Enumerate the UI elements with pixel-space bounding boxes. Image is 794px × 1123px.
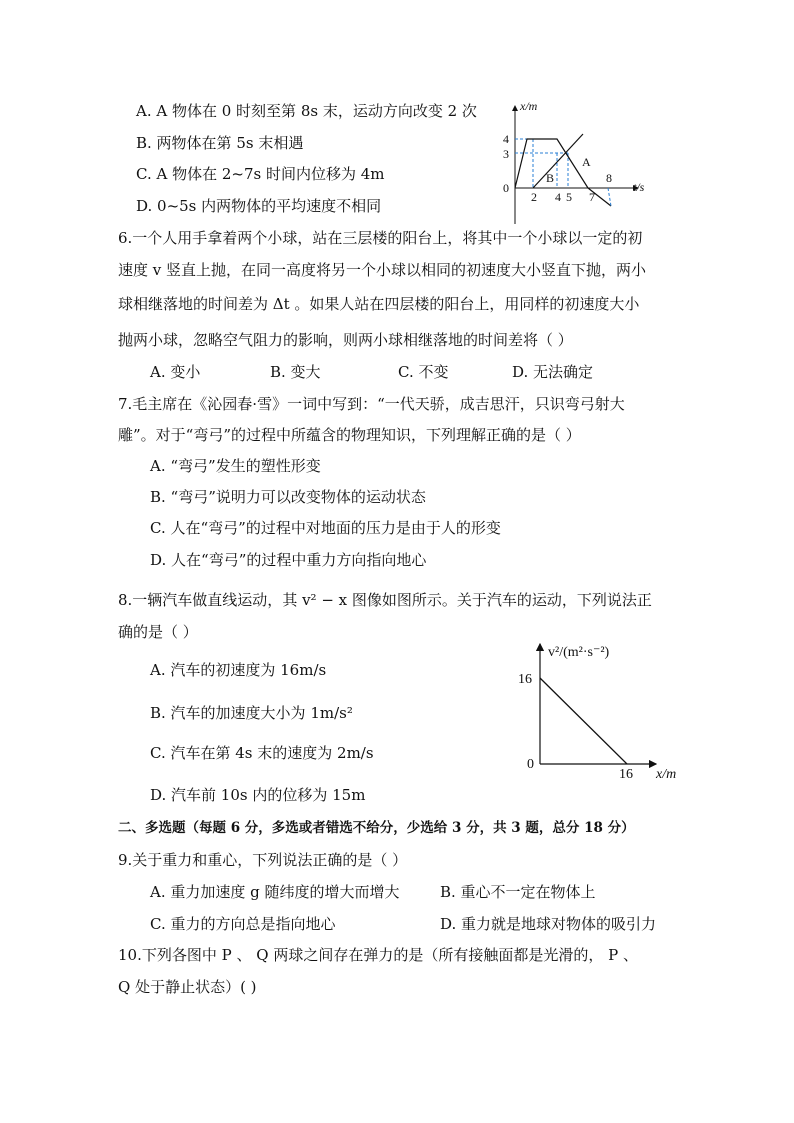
q6-stem-line-1: 6.一个人用手拿着两个小球，站在三层楼的阳台上，将其中一个小球以一定的初 [118, 229, 643, 247]
section-2-heading: 二、多选题（每题 6 分，多选或者错选不给分，少选给 3 分，共 3 题，总分 18 分） [118, 820, 635, 836]
q8-origin: 0 [527, 757, 534, 772]
q10-stem-line-2: Q 处于静止状态）( ) [118, 978, 257, 996]
q6-option-a: A. 变小 [150, 363, 201, 381]
q8-option-b: B. 汽车的加速度大小为 1m/s² [150, 704, 353, 722]
q5-x-tick-5: 5 [566, 190, 572, 204]
q8-y-axis-label: v²/(m²·s⁻²) [548, 645, 610, 660]
q8-option-d: D. 汽车前 10s 内的位移为 15m [150, 786, 366, 804]
q7-option-b: B. “弯弓”说明力可以改变物体的运动状态 [150, 488, 426, 506]
q8-v2x-graph [516, 636, 696, 784]
q9-option-b: B. 重心不一定在物体上 [440, 883, 596, 901]
q5-x-tick-8: 8 [606, 171, 612, 185]
q5-x-tick-7: 7 [589, 190, 595, 204]
q8-data-line [540, 678, 627, 764]
q6-stem-line-3: 球相继落地的时间差为 Δt 。如果人站在四层楼的阳台上，用同样的初速度大小 [118, 295, 640, 313]
q5-label-b: B [546, 171, 555, 185]
q8-stem-line-2: 确的是（ ） [118, 623, 198, 641]
q5-y-tick-0: 0 [503, 181, 509, 195]
q9-option-a: A. 重力加速度 g 随纬度的增大而增大 [150, 883, 400, 901]
q9-option-d: D. 重力就是地球对物体的吸引力 [440, 915, 657, 933]
q5-y-tick-4: 4 [503, 132, 509, 146]
q5-xt-graph [498, 96, 658, 226]
q6-stem-line-2: 速度 v 竖直上抛，在同一高度将另一个小球以相同的初速度大小竖直下抛，两小 [118, 261, 647, 279]
q5-x-tick-2: 2 [531, 190, 537, 204]
q9-stem: 9.关于重力和重心，下列说法正确的是（ ） [118, 851, 408, 869]
q5-label-a: A [582, 155, 591, 169]
q5-option-c: C. A 物体在 2~7s 时间内位移为 4m [136, 165, 385, 183]
q7-option-c: C. 人在“弯弓”的过程中对地面的压力是由于人的形变 [150, 519, 501, 537]
q8-x-axis-label: x/m [656, 767, 677, 782]
q7-stem-line-2: 雕”。对于“弯弓”的过程中所蕴含的物理知识，下列理解正确的是（ ） [118, 426, 581, 444]
q6-option-b: B. 变大 [270, 363, 321, 381]
q5-x-axis-label: t/s [633, 180, 645, 194]
q10-stem-line-1: 10.下列各图中 P 、 Q 两球之间存在弹力的是（所有接触面都是光滑的， P 、 [118, 946, 638, 964]
q9-option-c: C. 重力的方向总是指向地心 [150, 915, 336, 933]
q7-option-d: D. 人在“弯弓”的过程中重力方向指向地心 [150, 551, 427, 569]
q5-option-a: A. A 物体在 0 时刻至第 8s 末，运动方向改变 2 次 [136, 102, 477, 120]
q8-x-tick-16: 16 [619, 767, 633, 782]
q6-option-d: D. 无法确定 [512, 363, 594, 381]
q5-y-tick-3: 3 [503, 147, 509, 161]
q5-x-tick-4: 4 [555, 190, 561, 204]
q5-line-b [533, 134, 583, 188]
q8-stem-line-1: 8.一辆汽车做直线运动，其 v² − x 图像如图所示。关于汽车的运动，下列说法正 [118, 591, 652, 609]
q6-option-c: C. 不变 [398, 363, 449, 381]
q8-option-c: C. 汽车在第 4s 末的速度为 2m/s [150, 744, 374, 762]
q7-option-a: A. “弯弓”发生的塑性形变 [150, 457, 321, 475]
q7-stem-line-1: 7.毛主席在《沁园春·雪》一词中写到：“一代天骄，成吉思汗，只识弯弓射大 [118, 395, 625, 413]
q5-option-d: D. 0~5s 内两物体的平均速度不相同 [136, 197, 382, 215]
q6-stem-line-4: 抛两小球，忽略空气阻力的影响，则两小球相继落地的时间差将（ ） [118, 331, 573, 349]
q8-option-a: A. 汽车的初速度为 16m/s [150, 661, 327, 679]
q5-y-axis-label: x/m [520, 99, 538, 113]
q5-option-b: B. 两物体在第 5s 末相遇 [136, 134, 304, 152]
q8-y-tick-16: 16 [518, 672, 532, 687]
